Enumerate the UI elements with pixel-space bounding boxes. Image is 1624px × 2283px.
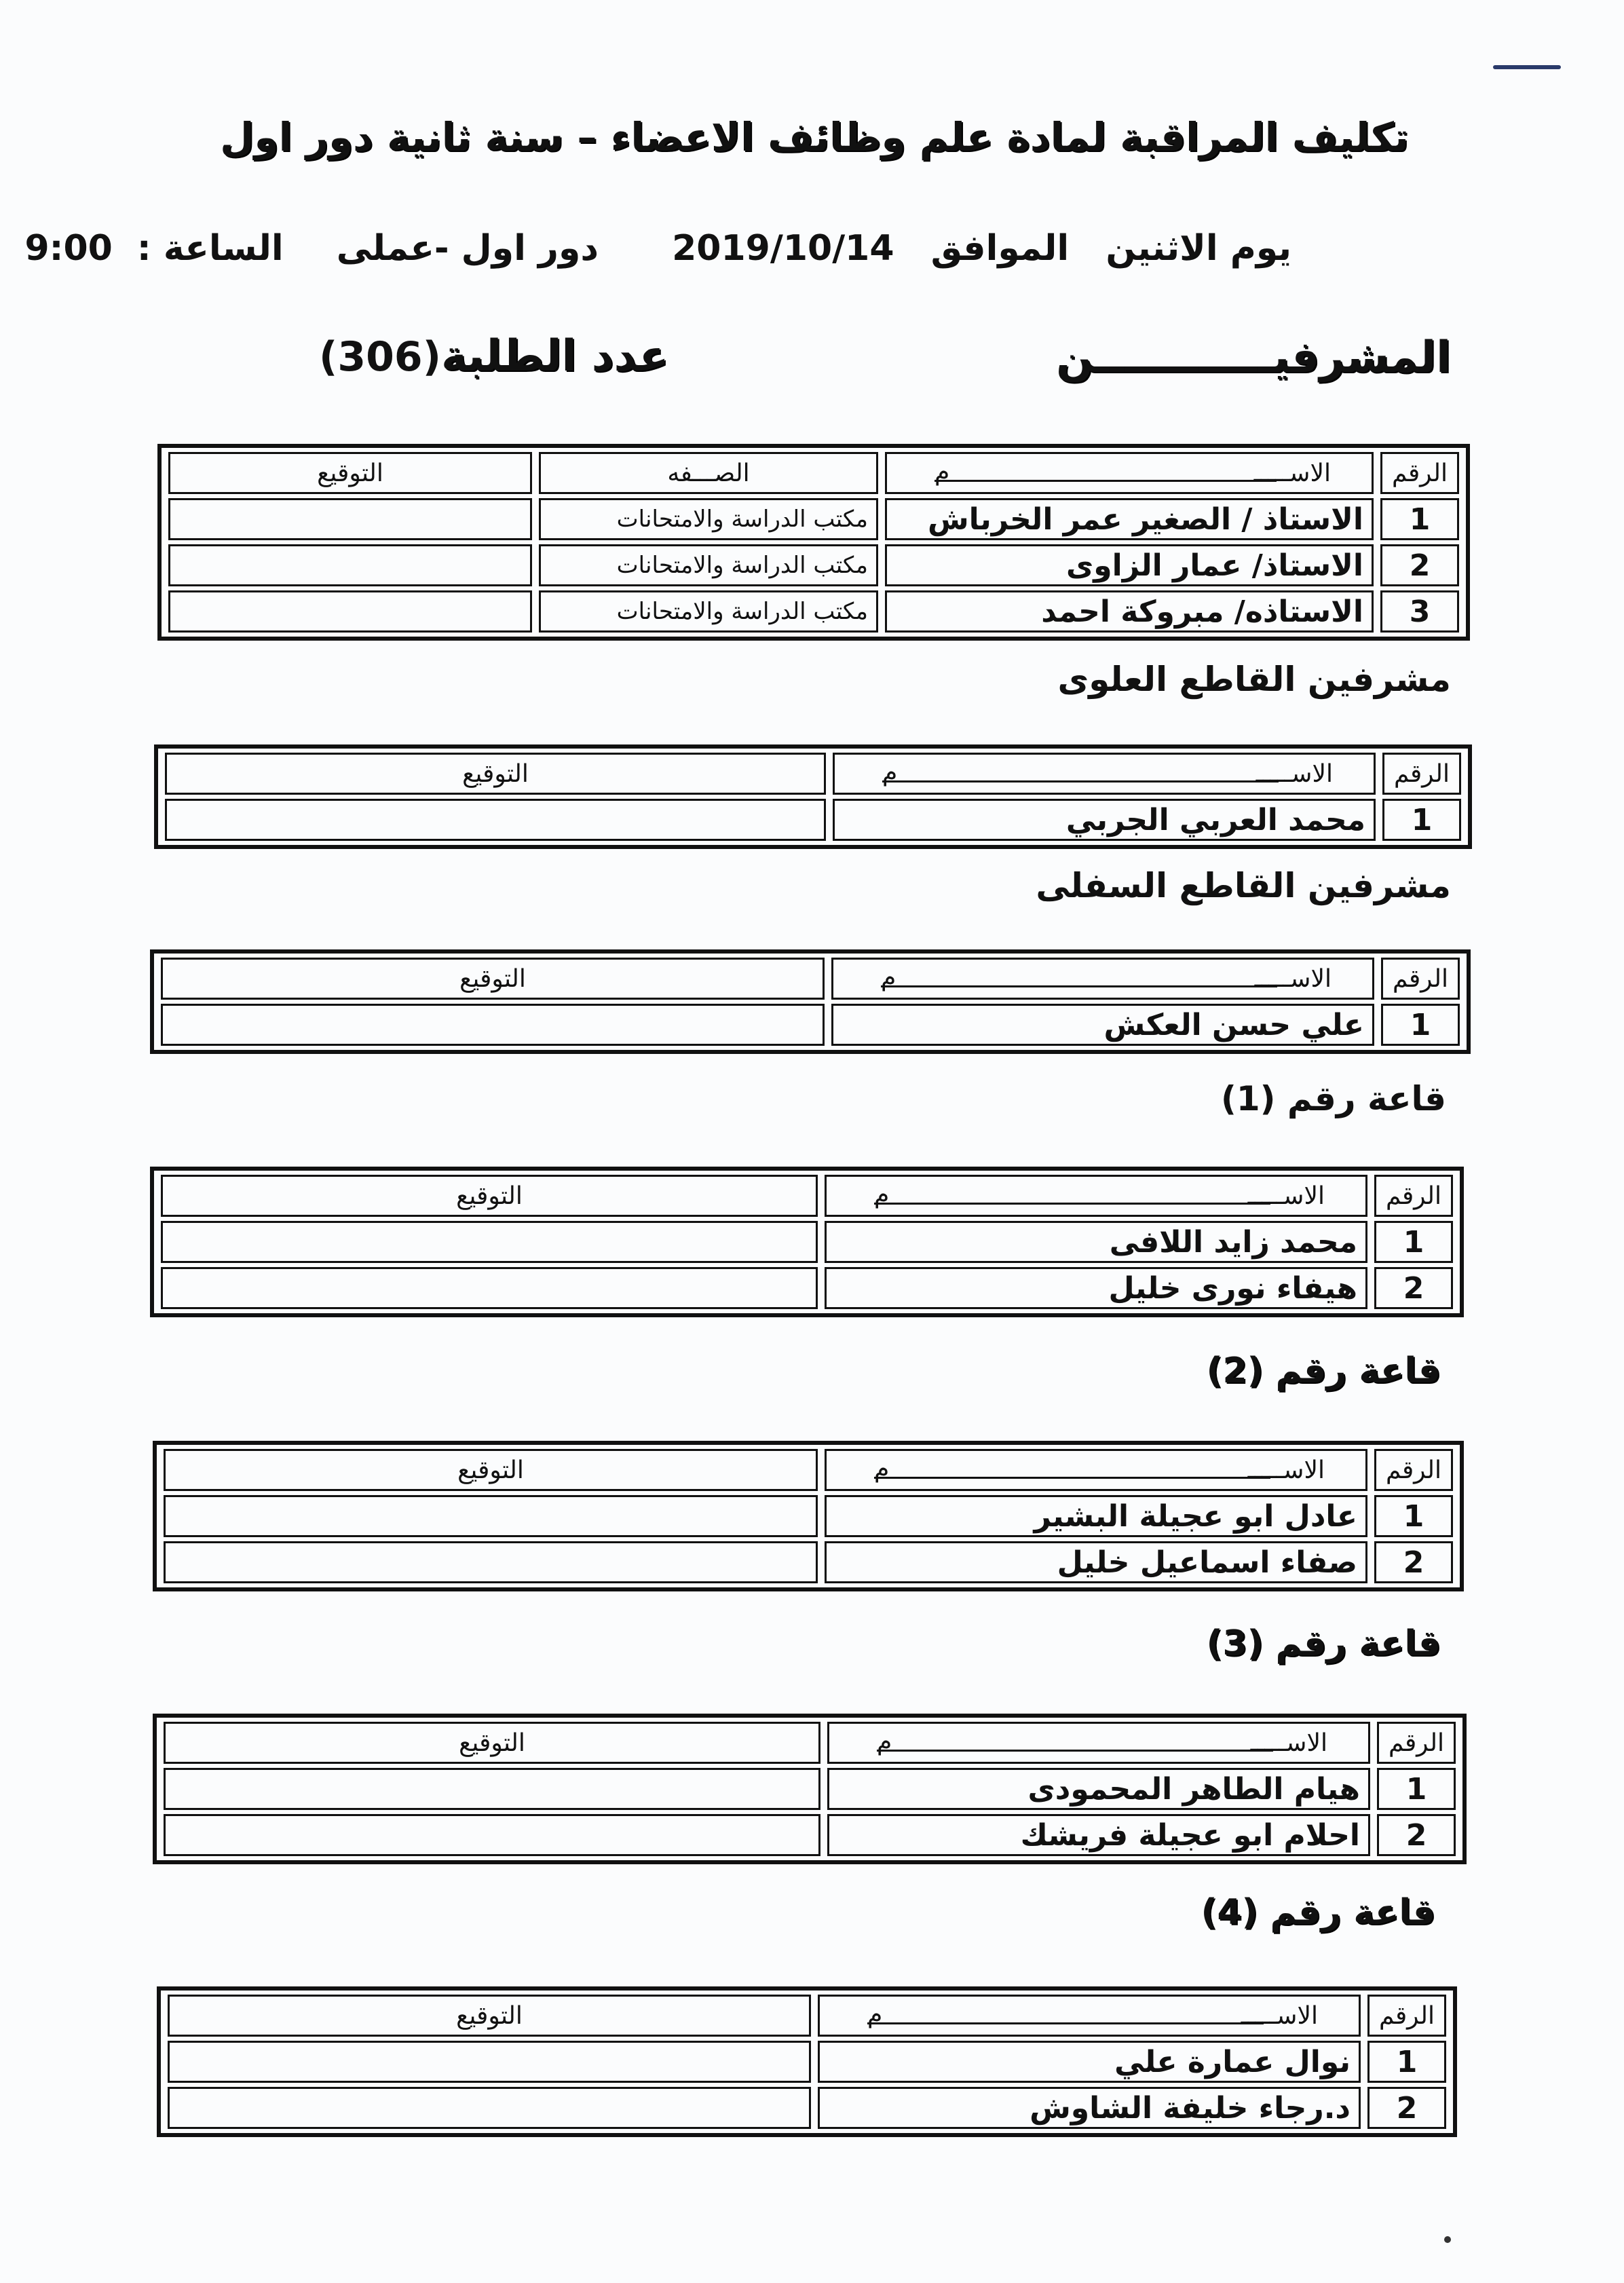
header-name-line [881,985,1277,987]
header-name-label: الاســـــ [1255,760,1333,788]
header-name-tail: م [874,1455,890,1483]
row-number: 1 [1381,1004,1460,1046]
row-name: هيام الطاهر المحمودى [827,1768,1370,1810]
students-count-value: (306) [319,333,442,381]
schedule-line [0,228,1291,269]
row-name: علي حسن العكش [831,1004,1374,1046]
schedule-session: دور اول -عملى [336,228,599,269]
row-name: الاستاذ/ عمار الزاوى [885,544,1374,586]
signature-cell[interactable] [164,1495,818,1537]
signature-cell[interactable] [168,544,532,586]
header-name-tail: م [874,1181,890,1209]
upper-sector-label: مشرفين القاطع العلوى [1057,660,1451,699]
table-row [164,1541,1453,1583]
row-name: د.رجاء خليفة الشاوش [818,2087,1361,2129]
row-role: مكتب الدراسة والامتحانات [539,498,878,540]
signature-cell[interactable] [165,799,826,841]
table-header-row [161,958,1460,1000]
header-name [885,452,1374,494]
table-row [161,1267,1453,1309]
supervisors-heading: المشرفيــــــــــــن [1056,333,1451,383]
header-name-line [874,1203,1270,1205]
header-name [831,958,1374,1000]
signature-cell[interactable] [164,1541,818,1583]
header-signature: التوقيع [164,1722,820,1764]
header-signature: التوقيع [161,958,825,1000]
header-role: الصـــفه [539,452,878,494]
students-count-label: عدد الطلبة [441,331,669,381]
row-number: 2 [1374,1541,1453,1583]
header-name-label: الاســـــ [1247,1456,1325,1484]
row-number: 1 [1374,1221,1453,1263]
table-header-row [168,452,1459,494]
row-number: 1 [1380,498,1459,540]
row-name: الاستاذ / الصغير عمر الخرباش [885,498,1374,540]
table-row [168,2087,1446,2129]
row-number: 1 [1382,799,1461,841]
row-name: احلام ابو عجيلة فريشك [827,1814,1370,1856]
header-name [825,1449,1367,1491]
lower-sector-table [151,950,1470,1053]
signature-cell[interactable] [168,590,532,633]
row-number: 2 [1377,1814,1456,1856]
table-header-row [168,1995,1446,2037]
header-name-tail: م [881,964,896,992]
header-name [833,753,1376,795]
header-name-tail: م [867,2001,883,2029]
header-name-line [874,1477,1270,1479]
lower-sector-label: مشرفين القاطع السفلى [1036,866,1451,905]
row-name: محمد العربي الجربي [833,799,1376,841]
row-name: عادل ابو عجيلة البشير [825,1495,1367,1537]
hall-3-table [153,1714,1466,1864]
row-name: نوال عمارة علي [818,2041,1361,2083]
row-name: الاستاذه/ مبروكة احمد [885,590,1374,633]
table-header-row [164,1722,1456,1764]
header-signature: التوقيع [168,452,532,494]
header-signature: التوقيع [164,1449,818,1491]
row-name: محمد زايد اللافى [825,1221,1367,1263]
row-number: 2 [1367,2087,1446,2129]
corner-pen-mark [1493,65,1561,69]
table-row [164,1495,1453,1537]
hall-1-label: قاعة رقم (1) [1220,1079,1446,1118]
row-number: 1 [1367,2041,1446,2083]
schedule-day: يوم الاثنين [1106,228,1291,269]
header-name [827,1722,1370,1764]
row-number: 2 [1380,544,1459,586]
header-name [818,1995,1361,2037]
header-name-tail: م [882,759,898,787]
table-row [168,544,1459,586]
upper-sector-table [155,745,1471,848]
table-row [164,1814,1456,1856]
document-title: تكليف المراقبة لمادة علم وظائف الاعضاء – سنة ثانية دور اول [220,114,1409,160]
row-name: صفاء اسماعيل خليل [825,1541,1367,1583]
header-name-label: الاســـــ [1253,459,1331,487]
header-signature: التوقيع [161,1175,818,1217]
signature-cell[interactable] [161,1004,825,1046]
header-number: الرقم [1382,753,1461,795]
hall-2-table [153,1441,1463,1591]
header-name-line [877,1750,1273,1752]
header-name-line [934,480,1277,482]
supervisors-table [158,445,1469,640]
header-name-line [867,2022,1264,2024]
header-name-label: الاســـــ [1247,1182,1325,1210]
header-number: الرقم [1381,958,1460,1000]
row-number: 1 [1377,1768,1456,1810]
header-name-label: الاســـــ [1241,2002,1318,2030]
header-name-label: الاســـــ [1254,965,1332,993]
table-row [164,1768,1456,1810]
schedule-date: 2019/10/14 [672,228,894,269]
header-number: الرقم [1377,1722,1456,1764]
hall-1-table [151,1167,1463,1317]
signature-cell[interactable] [168,2041,811,2083]
signature-cell[interactable] [168,498,532,540]
table-row [168,498,1459,540]
header-signature: التوقيع [168,1995,811,2037]
schedule-date-label: الموافق [930,228,1070,269]
table-row [168,590,1459,633]
header-number: الرقم [1374,1175,1453,1217]
header-name-tail: م [877,1728,892,1756]
row-number: 3 [1380,590,1459,633]
signature-cell[interactable] [168,2087,811,2129]
signature-cell[interactable] [161,1267,818,1309]
table-row [161,1221,1453,1263]
signature-cell[interactable] [161,1221,818,1263]
hall-3-label: قاعة رقم (3) [1206,1623,1441,1664]
table-header-row [164,1449,1453,1491]
row-name: هيفاء نورى خليل [825,1267,1367,1309]
header-number: الرقم [1367,1995,1446,2037]
table-header-row [165,753,1461,795]
row-number: 2 [1374,1267,1453,1309]
row-role: مكتب الدراسة والامتحانات [539,590,878,633]
row-role: مكتب الدراسة والامتحانات [539,544,878,586]
header-name-tail: م [934,458,950,486]
table-row [168,2041,1446,2083]
stray-dot-mark [1444,2236,1451,2243]
table-row [161,1004,1460,1046]
row-number: 1 [1374,1495,1453,1537]
header-number: الرقم [1380,452,1459,494]
students-count [319,331,668,381]
table-header-row [161,1175,1453,1217]
signature-cell[interactable] [164,1768,820,1810]
schedule-time: 9:00 [24,228,113,269]
header-signature: التوقيع [165,753,826,795]
table-row [165,799,1461,841]
hall-2-label: قاعة رقم (2) [1206,1351,1441,1391]
header-number: الرقم [1374,1449,1453,1491]
header-name [825,1175,1367,1217]
header-name-line [882,780,1279,782]
header-name-label: الاســـــ [1250,1729,1327,1757]
hall-4-label: قاعة رقم (4) [1201,1892,1435,1933]
signature-cell[interactable] [164,1814,820,1856]
schedule-time-label: الساعة : [136,228,284,269]
hall-4-table [157,1987,1456,2136]
